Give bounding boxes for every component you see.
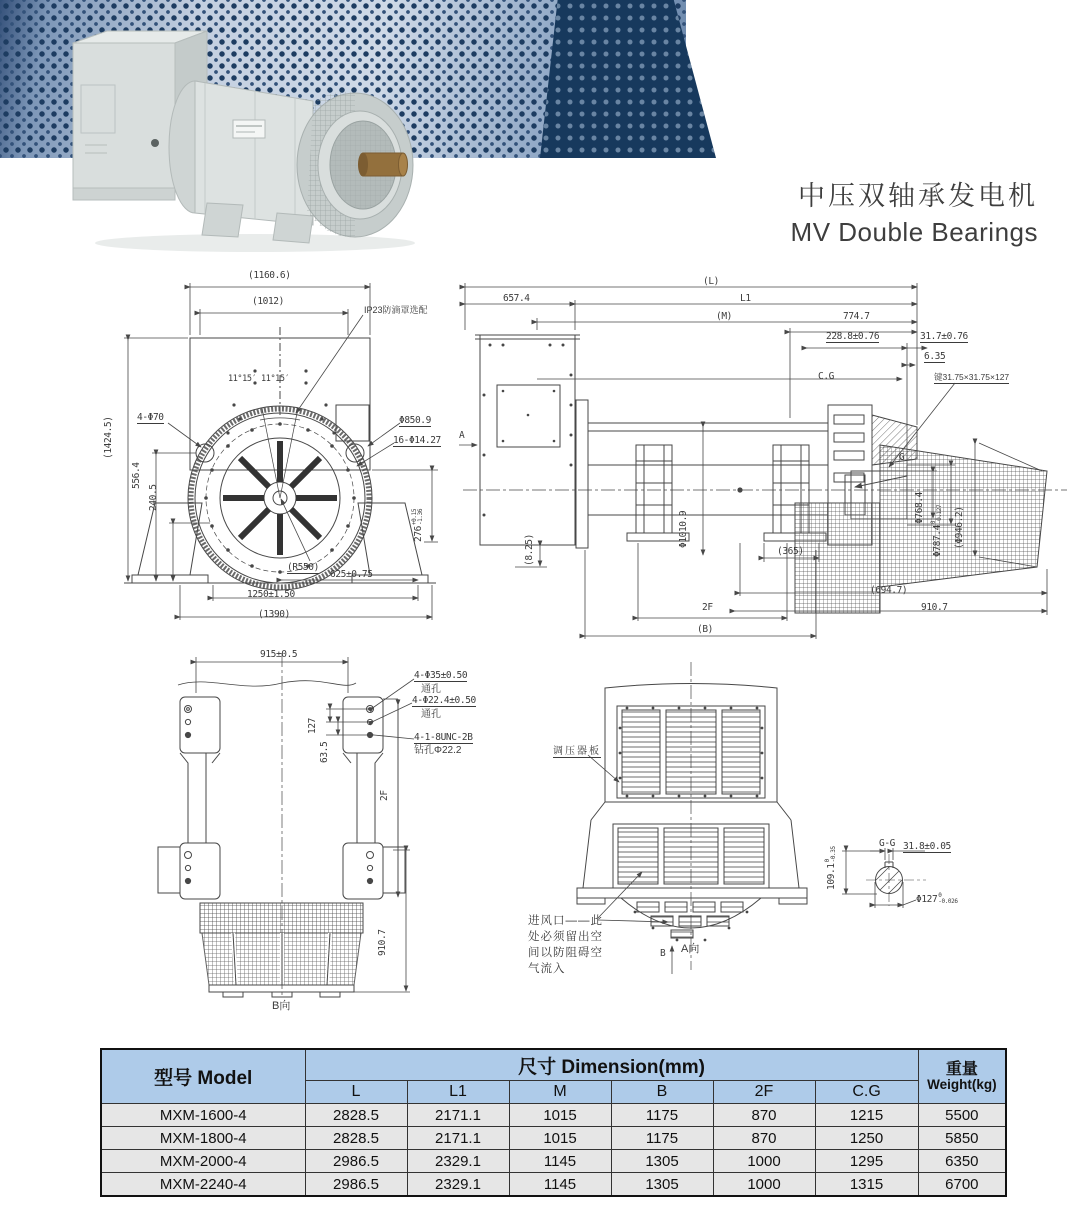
col-header-L: L xyxy=(305,1081,407,1104)
table-cell: 1305 xyxy=(611,1173,713,1197)
table-cell: 2828.5 xyxy=(305,1104,407,1127)
dim-side-768: Φ768.4 xyxy=(914,492,925,524)
page-title-en: MV Double Bearings xyxy=(790,217,1038,247)
dim-front-width-outer: (1160.6) xyxy=(248,270,291,281)
col-header-weight-zh: 重量 xyxy=(945,1061,978,1078)
col-header-weight xyxy=(918,1049,1006,1104)
col-header-2F: 2F xyxy=(713,1081,815,1104)
table-cell: 1000 xyxy=(713,1173,815,1197)
dim-side-2f: 2F xyxy=(702,602,713,613)
dim-side-L1: L1 xyxy=(740,293,751,304)
note-hole-224-line2: 通孔 xyxy=(421,709,441,720)
model-cell: MXM-2000-4 xyxy=(101,1150,305,1173)
table-cell: 2329.1 xyxy=(407,1150,509,1173)
label-view-a: A向 xyxy=(681,943,700,955)
table-cell: 1145 xyxy=(509,1150,611,1173)
dim-side-787: Φ787.4 0 -0.127 xyxy=(930,504,943,557)
dim-side-cg: C.G xyxy=(818,371,834,382)
weight-cell: 5850 xyxy=(918,1127,1006,1150)
dim-gg-109: 109.1 0 -0.35 xyxy=(824,846,837,890)
note-shaft-key: 键31.75×31.75×127 xyxy=(934,372,1010,382)
dim-front-625: 625±0.75 xyxy=(330,569,373,580)
note-ip23-label: IP23防滴罩选配 xyxy=(364,305,428,315)
model-cell: MXM-2240-4 xyxy=(101,1173,305,1197)
dim-bottom-915: 915±0.5 xyxy=(260,649,298,660)
weight-cell: 5500 xyxy=(918,1104,1006,1127)
table-cell: 1175 xyxy=(611,1127,713,1150)
note-air-inlet-line2: 处必须留出空 xyxy=(528,931,603,943)
col-header-weight-en: Weight(kg) xyxy=(927,1077,997,1092)
dim-front-angle: 11°15′ 11°15′ xyxy=(228,374,290,384)
table-cell: 1215 xyxy=(815,1104,918,1127)
weight-cell: 6700 xyxy=(918,1173,1006,1197)
dim-side-825: (8.25) xyxy=(524,534,535,566)
col-header-dimension: 尺寸 Dimension(mm) xyxy=(305,1049,918,1081)
table-cell: 1015 xyxy=(509,1127,611,1150)
dim-side-946: (Φ946.2) xyxy=(954,506,965,549)
note-hole-35-line1: 4-Φ35±0.50 xyxy=(414,670,468,681)
dim-gg-318: 31.8±0.05 xyxy=(903,841,951,852)
dim-side-1010: Φ1010.9 xyxy=(678,510,689,548)
table-cell: 870 xyxy=(713,1127,815,1150)
dim-front-556: 556.4 xyxy=(131,462,142,489)
dim-side-635: 6.35 xyxy=(924,351,946,362)
col-header-CG: C.G xyxy=(815,1081,918,1104)
note-hole-224-line1: 4-Φ22.4±0.50 xyxy=(412,695,476,706)
note-air-inlet-line3: 间以防阻碍空 xyxy=(528,947,603,959)
label-view-a-arrow: A xyxy=(459,430,465,441)
front-view-drawing xyxy=(110,265,455,630)
note-hole-unc-line2: 钻孔Φ22.2 xyxy=(414,745,462,756)
table-cell: 1145 xyxy=(509,1173,611,1197)
label-view-b: B向 xyxy=(272,1000,291,1012)
section-gg-drawing xyxy=(830,808,1080,928)
dim-front-width-inner: (1012) xyxy=(252,296,284,307)
table-cell: 1295 xyxy=(815,1150,918,1173)
model-cell: MXM-1800-4 xyxy=(101,1127,305,1150)
table-row xyxy=(101,1173,1006,1197)
dim-gg-127: Φ127 0 -0.026 xyxy=(916,892,958,905)
side-view-drawing xyxy=(455,275,1075,647)
dim-bottom-635: 63.5 xyxy=(319,741,330,763)
dim-front-240: 240.5 xyxy=(148,484,159,511)
col-header-L1: L1 xyxy=(407,1081,509,1104)
dim-side-228: 228.8±0.76 xyxy=(826,331,880,342)
note-air-inlet-line4: 气流入 xyxy=(528,963,566,975)
table-cell: 1250 xyxy=(815,1127,918,1150)
col-header-B: B xyxy=(611,1081,713,1104)
dim-front-1250: 1250±1.50 xyxy=(247,589,295,600)
dim-side-657: 657.4 xyxy=(503,293,530,304)
table-cell: 2986.5 xyxy=(305,1150,407,1173)
dim-side-694: (694.7) xyxy=(870,585,908,596)
col-header-M: M xyxy=(509,1081,611,1104)
dim-side-365: (365) xyxy=(777,546,804,557)
dim-side-M: (M) xyxy=(716,311,732,322)
table-row xyxy=(101,1127,1006,1150)
note-regulator-panel: 调压器板 xyxy=(553,746,601,757)
table-cell: 2986.5 xyxy=(305,1173,407,1197)
note-hole-unc-line1: 4-1-8UNC-2B xyxy=(414,732,473,743)
table-cell: 2329.1 xyxy=(407,1173,509,1197)
table-cell: 2171.1 xyxy=(407,1104,509,1127)
dim-side-774: 774.7 xyxy=(843,311,870,322)
dim-front-height-outer: (1424.5) xyxy=(103,416,114,459)
dim-side-317: 31.7±0.76 xyxy=(920,331,968,342)
table-cell: 1000 xyxy=(713,1150,815,1173)
table-cell: 1305 xyxy=(611,1150,713,1173)
dim-front-bolt-circle: 16-Φ14.27 xyxy=(393,435,441,446)
title-block xyxy=(791,174,1038,248)
navy-diagonal-shape xyxy=(540,0,716,158)
table-cell: 1175 xyxy=(611,1104,713,1127)
weight-cell: 6350 xyxy=(918,1150,1006,1173)
label-section-gg: G-G xyxy=(879,838,895,849)
dim-front-r550: (R550) xyxy=(287,562,319,573)
label-section-g: G xyxy=(899,452,905,463)
page-title-zh: 中压双轴承发电机 xyxy=(798,181,1038,211)
label-arrow-b: B xyxy=(660,948,666,959)
dim-front-276: 276 +0.15 -1.36 xyxy=(411,508,424,542)
dim-front-outer-dia: Φ850.9 xyxy=(399,415,431,426)
generator-photo xyxy=(55,25,420,260)
dim-bottom-2f: 2F xyxy=(379,790,390,801)
dim-side-L: (L) xyxy=(703,276,719,287)
dim-side-b: (B) xyxy=(697,624,713,635)
spec-table xyxy=(100,1048,1007,1197)
table-cell: 870 xyxy=(713,1104,815,1127)
col-header-model: 型号 Model xyxy=(101,1049,305,1104)
table-row xyxy=(101,1150,1006,1173)
table-cell: 2828.5 xyxy=(305,1127,407,1150)
dim-front-1390: (1390) xyxy=(258,609,290,620)
model-cell: MXM-1600-4 xyxy=(101,1104,305,1127)
dim-side-910: 910.7 xyxy=(921,602,948,613)
note-air-inlet-line1: 进风口——此 xyxy=(528,915,603,927)
table-cell: 1315 xyxy=(815,1173,918,1197)
dim-bottom-910: 910.7 xyxy=(377,929,388,956)
table-cell: 1015 xyxy=(509,1104,611,1127)
table-row xyxy=(101,1104,1006,1127)
note-hole-35-line2: 通孔 xyxy=(421,684,441,695)
table-cell: 2171.1 xyxy=(407,1127,509,1150)
dim-bottom-127: 127 xyxy=(307,718,318,734)
dim-front-lug-holes: 4-Φ70 xyxy=(137,412,164,423)
